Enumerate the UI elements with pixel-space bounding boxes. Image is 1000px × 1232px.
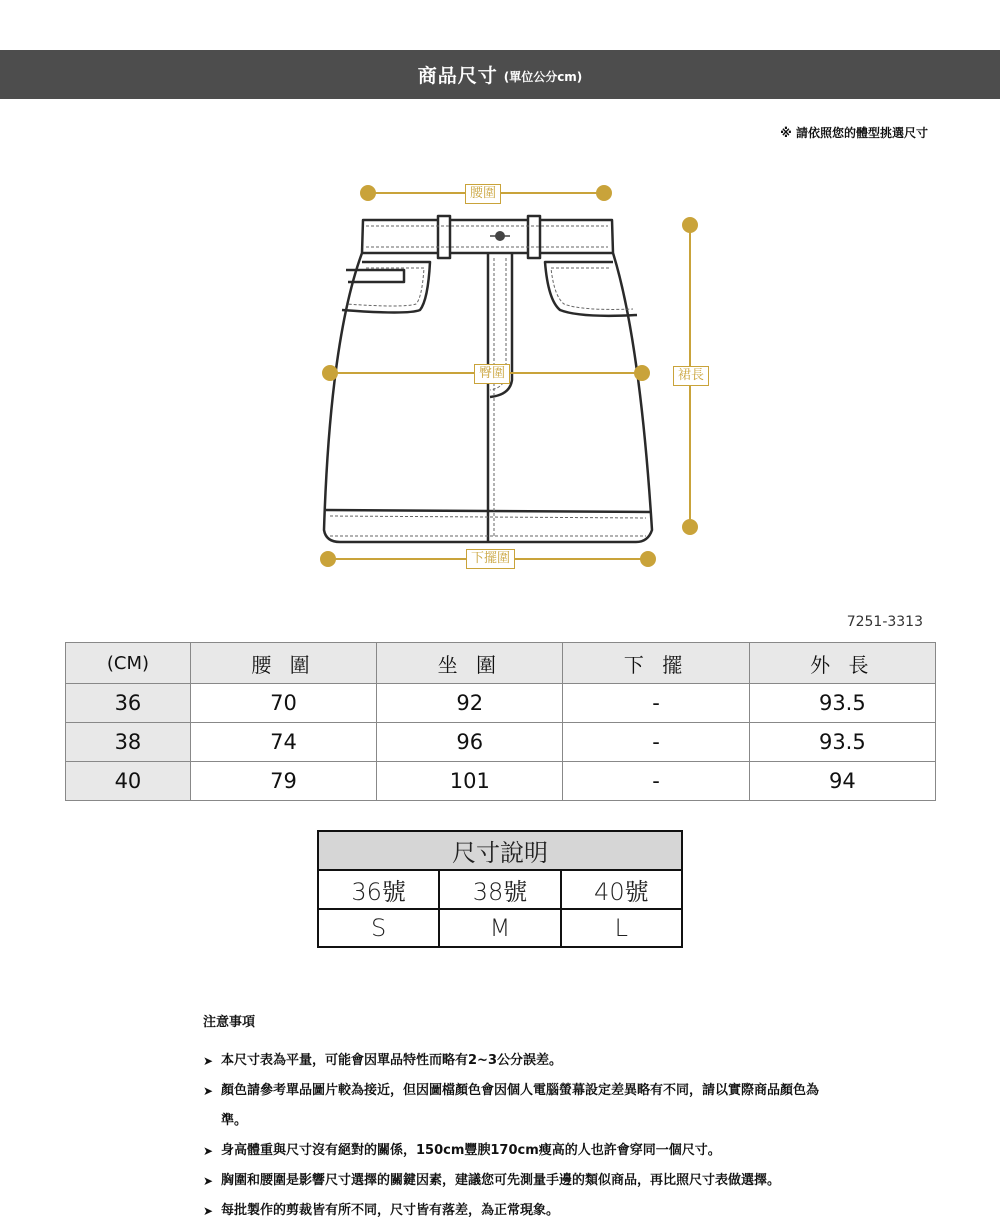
arrow-icon: ➤ [203,1204,214,1218]
waist-label: 腰圍 [465,184,501,204]
header-cell: (CM) [66,643,191,684]
header-cell: 腰 圍 [190,643,376,684]
list-item [203,1166,843,1196]
list-item [203,1046,843,1076]
header-title: 商品尺寸 [417,65,498,87]
table-header-row [66,643,936,684]
size-cell: 40 [66,762,191,801]
header-cell: 外 長 [749,643,935,684]
skirt-diagram [0,170,1000,590]
hem-left-marker [321,552,335,566]
fit-letter-cell: M [439,909,560,947]
arrow-icon: ➤ [203,1084,214,1098]
table-cell: 70 [190,684,376,723]
table-cell: 101 [377,762,563,801]
table-row [66,684,936,723]
size-table [65,642,936,801]
table-row [66,723,936,762]
arrow-icon: ➤ [203,1054,214,1068]
length-bottom-marker [683,520,697,534]
table-cell: 93.5 [749,684,935,723]
fit-letter-row [318,909,682,947]
table-cell: - [563,684,749,723]
note-text: 每批製作的剪裁皆有所不同，尺寸皆有落差，為正常現象。 [221,1203,560,1218]
fit-size-cell: 40號 [561,870,682,909]
table-cell: 96 [377,723,563,762]
fit-size-cell: 36號 [318,870,439,909]
hip-label: 臀圍 [474,364,510,384]
header-cell: 坐 圍 [377,643,563,684]
table-cell: 93.5 [749,723,935,762]
list-item [203,1136,843,1166]
table-cell: - [563,762,749,801]
waist-left-marker [361,186,375,200]
list-item [203,1196,843,1226]
header-unit: (單位公分cm) [503,70,583,84]
note-text: 身高體重與尺寸沒有絕對的關係，150cm豐腴170cm瘦高的人也許會穿同一個尺寸。 [221,1143,721,1158]
table-cell: 92 [377,684,563,723]
arrow-icon: ➤ [203,1174,214,1188]
hem-right-marker [641,552,655,566]
size-cell: 38 [66,723,191,762]
arrow-icon: ➤ [203,1144,214,1158]
size-header-bar [0,50,1000,99]
table-cell: 74 [190,723,376,762]
fit-letter-cell: L [561,909,682,947]
size-cell: 36 [66,684,191,723]
table-cell: - [563,723,749,762]
hip-right-marker [635,366,649,380]
product-code: 7251-3313 [846,614,923,630]
note-text: 本尺寸表為平量，可能會因單品特性而略有2~3公分誤差。 [221,1053,562,1068]
size-select-note: ※ 請依照您的體型挑選尺寸 [780,126,928,140]
table-row [66,762,936,801]
fit-size-cell: 38號 [439,870,560,909]
notes-section [203,1010,843,1226]
length-top-marker [683,218,697,232]
note-text: 胸圍和腰圍是影響尺寸選擇的關鍵因素，建議您可先測量手邊的類似商品，再比照尺寸表做選擇。 [221,1173,781,1188]
table-cell: 79 [190,762,376,801]
hem-label: 下擺圍 [466,549,515,569]
fit-size-row [318,870,682,909]
fit-table-title: 尺寸說明 [318,831,682,870]
list-item [203,1076,843,1136]
note-text: 顏色請參考單品圖片較為接近，但因圖檔顏色會因個人電腦螢幕設定差異略有不同，請以實際商品顏色為準。 [221,1083,820,1128]
waist-right-marker [597,186,611,200]
fit-table [317,830,683,948]
hip-left-marker [323,366,337,380]
fit-letter-cell: S [318,909,439,947]
header-cell: 下 擺 [563,643,749,684]
table-cell: 94 [749,762,935,801]
length-label: 裙長 [673,366,709,386]
notes-title: 注意事項 [203,1015,256,1030]
